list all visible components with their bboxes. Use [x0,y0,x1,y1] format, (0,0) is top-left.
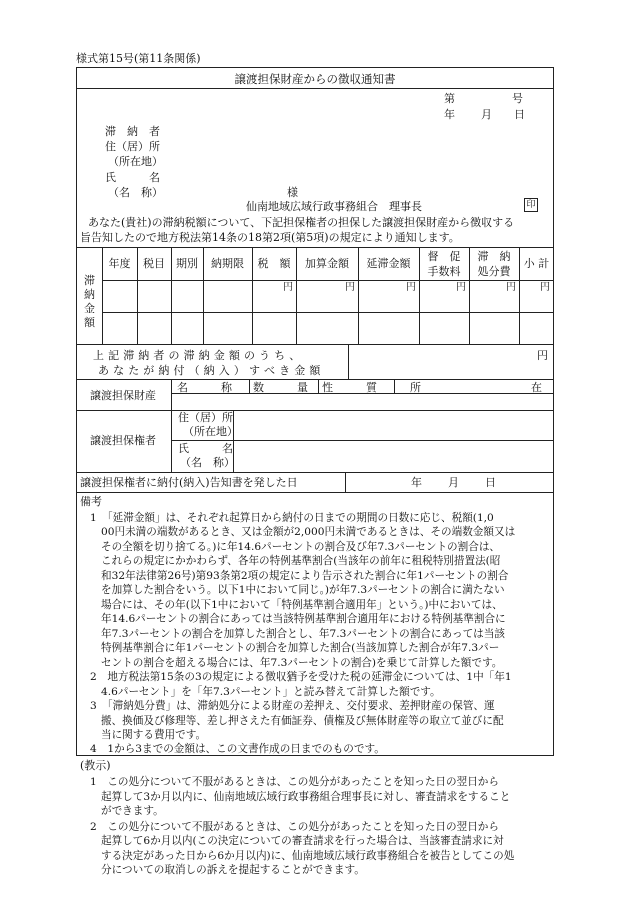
col-header-tax-amount: 税 額 [257,257,291,270]
property-col-qty: 数 量 [253,381,308,394]
notice-date-month: 月 [448,476,459,489]
label-meisho: （名 称） [108,186,163,199]
kyouji-line: 分についての取消しの訴えを提起することができます。 [101,864,365,876]
doc-date-year: 年 [444,108,455,121]
kyouji-line: 1 この処分について不服があるときは、この処分があったことを知った日の翌日から [90,776,499,788]
col-header-dunning: 督 促 [427,250,461,263]
notice-date-day: 日 [485,476,496,489]
bikou-line: 搬、換価及び修理等、差し押さえた有価証券、債権及び無体財産等の取立て並びに配 [101,715,504,727]
kyouji-line: 起算して3か月以内に、仙南地域広域行政事務組合理事長に対し、審査請求をすること [101,791,511,803]
col-header-due-date: 納期限 [211,257,244,270]
bikou-line: を加算した割合をいう。以下1中において同じ。)が年7.3パーセントの割合に満たない [101,584,505,596]
doc-date-month: 月 [481,108,492,121]
notice-date-year: 年 [411,476,422,489]
bikou-line: 2 地方税法第15条の3の規定による徴収猶予を受けた税の延滞金については、1中「年1 [90,671,512,683]
bikou-line: 4 1から3までの金額は、この文書作成の日までのものです。 [90,743,385,755]
yen-unit: 円 [406,282,416,293]
property-label: 譲渡担保財産 [90,389,156,402]
col-header-year: 年度 [108,257,131,270]
bikou-line: 1 「延滞金額」は、それぞれ起算日から納付の日までの期間の日数に応じ、税額(1,0 [90,512,494,524]
holder-bottom [76,472,554,473]
bikou-line: 00円未満の端数があるとき、又は金額が2,000円未満であるときは、その端数金額又は [101,526,516,538]
form-number: 様式第15号(第11条関係) [76,52,201,65]
intro-line-2: 旨告知したので地方税法第14条の18第2項(第5項)の規定により通知します。 [80,231,460,244]
collect-amount-bottom [76,379,554,380]
collect-amount-yen: 円 [537,349,548,362]
property-bottom [76,410,554,411]
bikou-line: 特例基準割合に年1パーセントの割合を加算した割合(当該加算した割合が年7.3パー [101,642,500,654]
page-title: 譲渡担保財産からの徴収通知書 [234,72,396,86]
bikou-heading: 備考 [80,495,102,508]
side-label-char: 額 [84,316,95,329]
doc-number-suffix: 号 [512,92,523,105]
bikou-line: その全額を切り捨てる。)に年14.6パーセントの割合及び年7.3パーセントの割合は、 [101,541,501,553]
col-header-disposition-cost: 処分費 [477,265,511,278]
property-col-line [249,379,250,393]
tax-table-bottom [76,344,554,345]
property-col-location: 所 在 [410,381,542,394]
holder-meisho-label: （名 称） [180,456,235,469]
col-header-fee: 手数料 [427,265,461,278]
collect-amount-line-1: 上 記 滞 納 者 の 滞 納 金 額 の う ち 、 [93,349,301,362]
bikou-line: セントの割合を超える場合には、年7.3パーセントの割合)を乗じて計算した額です。 [101,657,503,669]
col-header-disposition: 滞 納 [477,250,511,263]
label-address: 住（居）所 [105,140,160,153]
yen-unit: 円 [456,282,466,293]
kyouji-heading: (教示) [80,759,111,772]
side-label-char: 金 [84,302,95,315]
col-header-period: 期別 [176,257,198,270]
holder-label: 譲渡担保権者 [90,434,156,447]
notice-date-label: 譲渡担保権者に納付(納入)告知書を発した日 [80,476,298,489]
issuer-name: 仙南地域広域行政事務組合 理事長 [246,200,422,213]
yen-unit: 円 [540,282,550,293]
bikou-line: 4.6パーセント」を「年7.3パーセント」と読み替えて計算した額です。 [101,686,441,698]
kyouji-line: 2 この処分について不服があるときは、この処分があったことを知った日の翌日から [90,821,499,833]
col-header-subtotal: 小 計 [523,257,550,270]
notice-date-divider [345,472,346,492]
property-col-line [394,379,395,393]
collect-amount-line-2: あ な た が 納 付 （ 納 入 ） す べ き 金 額 [98,364,321,377]
kyouji-line: する決定があった日から6か月以内)に、仙南地域広域行政事務組合を被告としてこの処 [101,850,515,862]
holder-name-label: 氏 名 [178,442,233,455]
yen-unit: 円 [345,282,355,293]
holder-shozai-label: （所在地） [183,425,238,438]
tax-table-header-bottom [102,280,554,281]
side-label-char: 滞 [84,274,95,287]
notice-date-bottom [76,492,554,493]
yen-unit: 円 [283,282,293,293]
holder-address-label: 住（居）所 [178,411,233,424]
property-header-line [171,393,554,394]
tax-table-row-divider [102,312,554,313]
bikou-line: 当に関する費用です。 [101,729,207,741]
yen-unit: 円 [506,282,516,293]
kyouji-line: 起算して6か月以内(この決定についての審査請求を行った場合は、当該審査請求に対 [101,835,504,847]
property-col-nature: 性 質 [322,381,377,394]
holder-row-line [171,440,554,441]
tax-table-top [76,247,554,248]
bikou-line: 和32年法律第26号)第93条第2項の規定により告示された割合に年1パーセントの割合 [101,570,509,582]
col-header-delinquency: 延滞金額 [366,257,411,270]
doc-date-day: 日 [514,108,525,121]
bikou-line: 場合には、その年(以下1中において「特例基準割合適用年」という。)中においては、 [101,599,503,611]
col-header-additional: 加算金額 [305,257,349,270]
bikou-line: これらの規定にかかわらず、各年の特例基準割合(当該年の前年に租税特別措置法(昭 [101,555,501,567]
bikou-line: 年14.6パーセントの割合にあっては当該特例基準割合適用年における特例基準割合に [101,613,506,625]
doc-number-prefix: 第 [444,92,455,105]
label-shozai: （所在地） [108,155,163,168]
seal-icon: 印 [524,198,538,212]
kyouji-line: ができます。 [101,805,164,817]
side-label-char: 納 [84,288,95,301]
property-col-line [318,379,319,393]
col-header-tax-item: 税目 [143,257,165,270]
bikou-line: 3 「滞納処分費」は、滞納処分による財産の差押え、交付要求、差押財産の保管、運 [90,700,495,712]
sama-honorific: 様 [287,186,298,199]
collect-amount-divider [348,344,349,379]
intro-line-1: あなた(貴社)の滞納税額について、下記担保権者の担保した譲渡担保財産から徴収する [88,216,515,229]
label-taino: 滞 納 者 [105,125,160,138]
bikou-line: 年7.3パーセントの割合を加算した割合とし、年7.3パーセントの割合にあっては当該 [101,628,505,640]
label-name: 氏 名 [105,171,160,184]
property-col-name: 名 称 [177,381,232,394]
title-divider [76,88,554,89]
